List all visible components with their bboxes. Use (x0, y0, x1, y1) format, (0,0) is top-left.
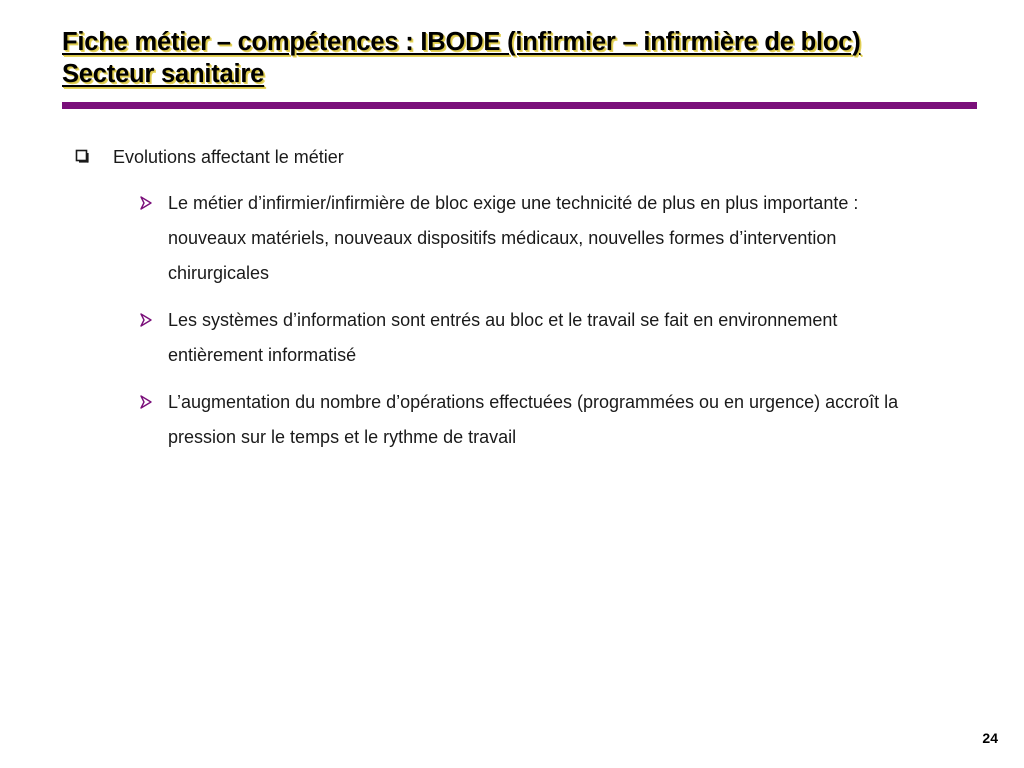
arrow-bullet-icon (138, 312, 154, 328)
slide-title (62, 26, 992, 90)
hollow-square-bullet-icon (75, 149, 89, 163)
arrow-bullet-icon (138, 394, 154, 410)
slide-title-line-1: Fiche métier – compétences : IBODE (infirmier – infirmière de bloc) (62, 28, 861, 56)
page-number: 24 (982, 730, 998, 746)
slide-title-line-2: Secteur sanitaire (62, 60, 265, 88)
slide-content (72, 140, 952, 455)
arrow-bullet-icon (138, 195, 154, 211)
section-label: Evolutions affectant le métier (113, 147, 344, 167)
list-item (138, 385, 952, 455)
list-item-text: Le métier d’infirmier/infirmière de bloc exige une technicité de plus en plus importante : nouveaux matériels, nouveaux dispositifs médicaux, nouvelles formes d’intervention chirurgicales (168, 193, 859, 283)
title-divider-bar (62, 102, 977, 109)
list-item (138, 303, 952, 373)
list-item-text: L’augmentation du nombre d’opérations effectuées (programmées ou en urgence) accroît la pression sur le temps et le rythme de travail (168, 392, 899, 447)
list-item (138, 186, 952, 291)
section-bullet (72, 140, 952, 174)
list-item-text: Les systèmes d’information sont entrés au bloc et le travail se fait en environnement entièrement informatisé (168, 310, 838, 365)
